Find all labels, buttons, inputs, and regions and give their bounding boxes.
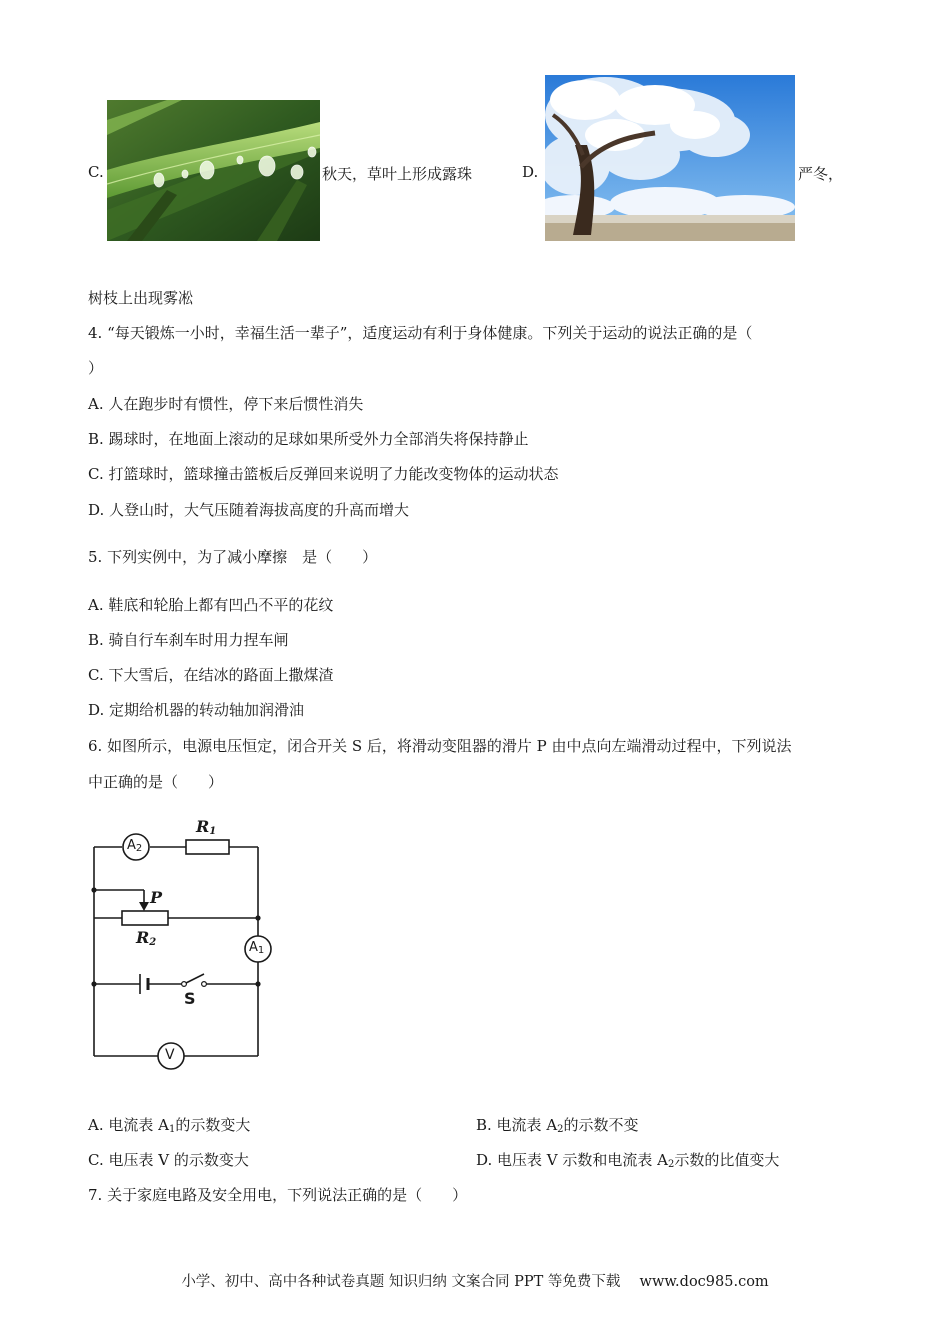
q6-option-b: B. 电流表 $A_2$的示数不变 [476,1116,639,1135]
q4-stem-line2: ） [88,359,104,377]
q4-option-a: A. 人在跑步时有惯性，停下来后惯性消失 [88,395,364,413]
p-label: P [150,888,163,907]
q4-option-c: C. 打篮球时，篮球撞击篮板后反弹回来说明了力能改变物体的运动状态 [88,465,559,483]
q6-stem-line1: 6. 如图所示，电源电压恒定，闭合开关 S 后，将滑动变阻器的滑片 P 由中点向左端滑动过程中，下列说法 [88,737,792,755]
dew-grass-image [107,100,320,241]
q3-option-d-caption-b: 树枝上出现雾凇 [88,289,194,307]
q5-stem: 5. 下列实例中，为了减小摩擦 是（ ） [88,548,378,566]
dew-grass-illustration [107,100,320,241]
rime-tree-illustration [545,75,795,241]
ammeter-a1-label: $A_1$ [249,940,265,956]
q5-option-d: D. 定期给机器的转动轴加润滑油 [88,701,305,719]
q5-option-a: A. 鞋底和轮胎上都有凹凸不平的花纹 [88,596,334,614]
r1-label: $R_1$ [196,817,217,837]
q3-option-c-caption: 秋天，草叶上形成露珠 [322,165,473,183]
q3-option-d-caption-a: 严冬， [798,165,844,183]
q5-option-b: B. 骑自行车刹车时用力捏车闸 [88,631,289,649]
q3-option-d-letter: D. [522,163,539,181]
ammeter-a2-label: $A_2$ [127,838,143,854]
voltmeter-label: V [165,1047,175,1063]
q4-stem-line1: 4. “每天锻炼一小时，幸福生活一辈子”，适度运动有利于身体健康。下列关于运动的说法正确的是（ [88,324,753,342]
q6-option-a: A. 电流表 $A_1$的示数变大 [88,1116,251,1135]
q3-option-c-letter: C. [88,163,104,181]
q4-option-d: D. 人登山时，大气压随着海拔高度的升高而增大 [88,501,410,519]
q5-option-c: C. 下大雪后，在结冰的路面上撒煤渣 [88,666,334,684]
circuit-diagram [86,812,276,1082]
q6-stem-line2: 中正确的是（ ） [88,773,224,791]
circuit-wiring [86,812,276,1082]
s-label: S [184,989,196,1008]
q6-option-d: D. 电压表 V 示数和电流表 $A_2$示数的比值变大 [476,1151,780,1170]
r2-label: $R_2$ [136,928,157,948]
q7-stem: 7. 关于家庭电路及安全用电，下列说法正确的是（ ） [88,1186,468,1204]
page-footer: 小学、初中、高中各种试卷真题 知识归纳 文案合同 PPT 等免费下载 www.doc985.com [181,1274,769,1290]
q6-option-c: C. 电压表 V 的示数变大 [88,1151,249,1169]
q4-option-b: B. 踢球时，在地面上滚动的足球如果所受外力全部消失将保持静止 [88,430,529,448]
rime-tree-image [545,75,795,241]
